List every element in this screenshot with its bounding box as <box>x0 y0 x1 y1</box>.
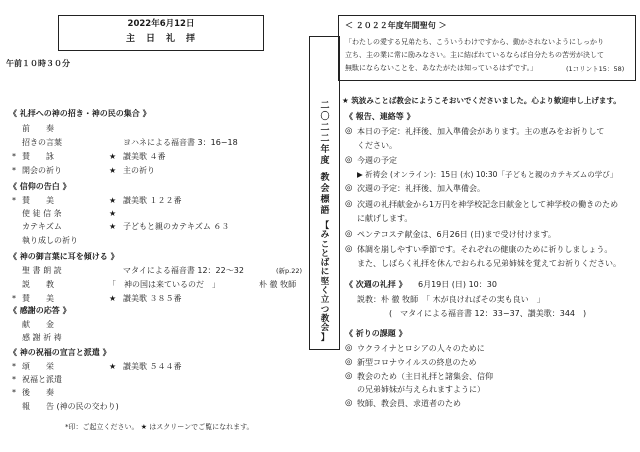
news-text: 次週の予定：礼拝後、加入準備会。 <box>357 184 485 193</box>
service-date: 2022年6月12日 <box>127 19 195 29</box>
char: 会 <box>320 184 330 194</box>
char: 立 <box>320 295 330 306</box>
char: み <box>320 230 330 241</box>
row-label: 献 金 <box>22 320 54 329</box>
verse-line: 「わたしの愛する兄弟たち、こういうわけですから、動かされないようにしっかり <box>345 38 604 46</box>
char: つ <box>320 304 330 315</box>
row-label: 使 徒 信 条 <box>22 209 62 218</box>
char: 堅 <box>320 276 330 287</box>
row-label: カテキズム <box>22 222 62 231</box>
bullet-circle-icon: ◎ <box>345 155 353 165</box>
verse-line: 無駄にならないことを、あなたがたは知っているはずです。」 <box>345 64 538 72</box>
row-label: 賛 詠 <box>22 152 54 161</box>
row-content: 讃美歌 １２２番 <box>123 196 182 205</box>
bullet-circle-icon: ◎ <box>345 199 353 209</box>
news-text: 本日の予定：礼拝後、加入準備会があります。主の恵みをお祈りして <box>357 127 605 136</box>
char: く <box>320 286 330 297</box>
verse-title: ＜ ２０２２年度年間聖句 ＞ <box>345 21 447 30</box>
char: こ <box>320 239 330 250</box>
prayer-text: の兄弟姉妹が与えられますように） <box>357 385 485 394</box>
char: 】 <box>320 332 330 343</box>
screen-star: ★ <box>109 166 117 175</box>
service-time: 午前１０時３０分 <box>6 59 70 68</box>
row-label: 感 謝 祈 祷 <box>22 333 62 342</box>
row-content: マタイによる福音書 12：22〜32 <box>123 266 244 275</box>
stand-mark: * <box>12 152 16 161</box>
bullet-circle-icon: ◎ <box>345 183 353 193</box>
stand-mark: * <box>12 388 16 397</box>
service-title: 主 日 礼 拝 <box>125 34 196 44</box>
row-label: 報 告 (神の民の交わり) <box>22 402 119 411</box>
char: 二 <box>320 101 330 111</box>
verse-reference: (1コリント15：58) <box>566 65 625 73</box>
char: 【 <box>320 221 330 231</box>
row-label: 頌 栄 <box>22 362 54 371</box>
news-text: ください。 <box>357 141 397 150</box>
bullet-circle-icon: ◎ <box>345 371 353 381</box>
screen-star: ★ <box>109 294 117 303</box>
news-text: 次週の礼拝献金から1万円を神学校記念日献金として神学校の働きのため <box>357 200 619 209</box>
screen-star: ★ <box>109 196 117 205</box>
news-text: また、しばらく礼拝を休んでおられる兄弟姉妹を覚えてお祈りください。 <box>357 259 621 268</box>
char: 標 <box>320 195 330 205</box>
char: 語 <box>320 206 330 216</box>
theme-text <box>318 173 332 217</box>
prayer-text: 教会のため（主日礼拝と諸集会、信仰 <box>357 372 493 381</box>
char: と <box>320 248 330 259</box>
welcome-message: ★ 筑波みことば教会にようこそおいでくださいました。心より歓迎申し上げます。 <box>342 96 621 105</box>
char: 〇 <box>320 112 330 122</box>
row-content: 主の祈り <box>123 166 155 175</box>
section-title-prayer: 《 祈りの課題 》 <box>345 329 407 338</box>
section-title-sending: 《 神の祝福の宣言と派遣 》 <box>9 348 111 357</box>
footnote: *印：ご起立ください。 ★ はスクリーンでご覧になれます。 <box>65 423 254 431</box>
row-content: ヨハネによる福音書 3：16−18 <box>123 138 238 147</box>
prayer-text: 牧師、教会員、求道者のため <box>357 399 461 408</box>
page-note: (新p.22) <box>276 267 303 275</box>
bullet-circle-icon: ◎ <box>345 244 353 254</box>
sermon-title: 「 神の国は来ているのだ 」 <box>108 280 220 289</box>
char: 教 <box>320 313 330 324</box>
char: 度 <box>320 156 330 166</box>
char: 二 <box>320 123 330 133</box>
news-subitem: ▶ 祈祷会 (オンライン)：15日 (水) 10:30「子どもと親のカテキズムの学び」 <box>357 170 618 179</box>
news-text: ペンテコステ献金は、6月26日 (日)まで受け付けます。 <box>357 230 556 239</box>
screen-star: ★ <box>109 209 117 218</box>
stand-mark: * <box>12 362 16 371</box>
stand-mark: * <box>12 294 16 303</box>
bullet-circle-icon: ◎ <box>345 126 353 136</box>
prayer-text: ウクライナとロシアの人々のために <box>357 344 485 353</box>
section-title-next: 《 次週の礼拝 》 <box>345 280 407 289</box>
next-sermon: 説教：朴 徹 牧師 「 木が良ければその実も良い 」 <box>357 295 545 304</box>
char: ば <box>320 258 330 269</box>
preacher-name: 朴 徹 牧師 <box>259 280 297 289</box>
row-label: 招きの言葉 <box>22 138 62 147</box>
row-label: 執り成しの祈り <box>22 236 78 245</box>
motto-text <box>318 222 332 343</box>
row-label: 聖 書 朗 読 <box>22 266 62 275</box>
char: 教 <box>320 173 330 183</box>
bullet-circle-icon: ◎ <box>345 357 353 367</box>
row-label: 祝福と派遣 <box>22 375 62 384</box>
bullet-circle-icon: ◎ <box>345 343 353 353</box>
news-text: 体調を崩しやすい季節です。それぞれの健康のために祈りしましょう。 <box>357 245 613 254</box>
bullet-circle-icon: ◎ <box>345 229 353 239</box>
section-title-gathering: 《 礼拝への神の招き・神の民の集合 》 <box>9 109 151 118</box>
screen-star: ★ <box>109 222 117 231</box>
stand-mark: * <box>12 375 16 384</box>
news-text: 今週の予定 <box>357 156 397 165</box>
row-label: 前 奏 <box>22 124 54 133</box>
row-content: 讃美歌 ４番 <box>123 152 166 161</box>
row-label: 説 教 <box>22 280 54 289</box>
row-label: 賛 美 <box>22 196 54 205</box>
screen-star: ★ <box>109 362 117 371</box>
char: 年 <box>320 145 330 155</box>
row-label: 賛 美 <box>22 294 54 303</box>
news-text: に献げします。 <box>357 214 413 223</box>
section-title-word: 《 神の御言葉に耳を傾ける 》 <box>9 252 119 261</box>
row-label: 後 奏 <box>22 388 54 397</box>
section-title-confession: 《 信仰の告白 》 <box>9 182 71 191</box>
row-content: 讃美歌 ３８５番 <box>123 294 182 303</box>
section-title-news: 《 報告、連絡等 》 <box>345 112 415 121</box>
char: 会 <box>320 323 330 334</box>
stand-mark: * <box>12 196 16 205</box>
next-scripture: ( マタイによる福音書 12：33−37、讃美歌：344 ) <box>389 309 587 318</box>
row-content: 子どもと親のカテキズム ６３ <box>123 222 230 231</box>
screen-star: ★ <box>109 152 117 161</box>
char: 二 <box>320 134 330 144</box>
next-date: 6月19日 (日) 10：30 <box>418 280 497 289</box>
char: に <box>320 267 330 278</box>
row-label: 開会の祈り <box>22 166 62 175</box>
section-title-response: 《 感謝の応答 》 <box>9 306 71 315</box>
prayer-text: 新型コロナウイルスの終息のため <box>357 358 477 367</box>
year-text <box>318 101 332 167</box>
verse-line: 立ち、主の業に常に励みなさい。主に結ばれているならば自分たちの苦労が決して <box>345 51 604 59</box>
row-content: 讃美歌 ５４４番 <box>123 362 182 371</box>
stand-mark: * <box>12 166 16 175</box>
bullet-circle-icon: ◎ <box>345 398 353 408</box>
